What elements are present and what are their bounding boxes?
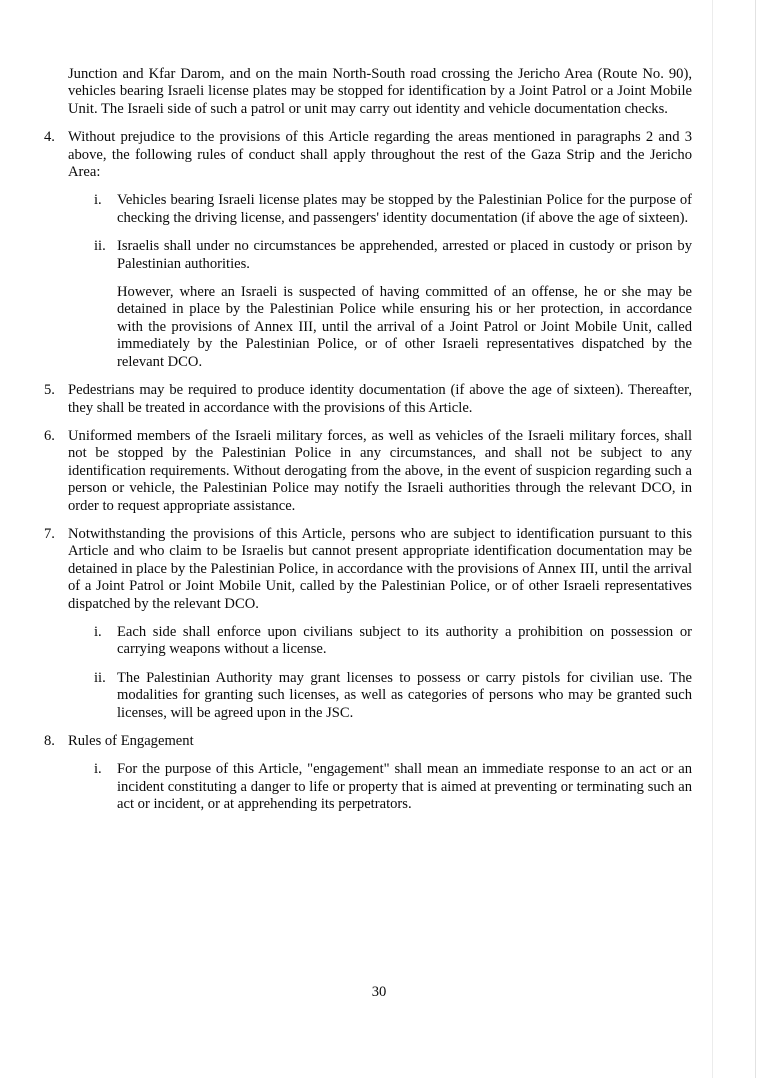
sub-item-8-i <box>94 761 692 813</box>
item-number: ii. <box>94 669 106 686</box>
item-text: Notwithstanding the provisions of this Article, persons who are subject to identification pursuant to this Article and who claim to be Israelis but cannot present appropriate identification documentation may be detained in place by the Palestinian Police, in accordance with the provisions of Annex III, until the arrival of a Joint Patrol or Joint Mobile Unit, called by the Palestinian Police, or of other Israeli representatives dispatched by the relevant DCO. <box>68 525 692 612</box>
continuation-paragraph-4-ii: However, where an Israeli is suspected of having committed of an offense, he or she may be detained in place by the Palestinian Police while ensuring his or her protection, in accordance with the provisions of Annex III, until the arrival of a Joint Patrol or Joint Mobile Unit, called immediately by the Palestinian Police, or of other Israeli representatives dispatched by the relevant DCO. <box>117 284 692 370</box>
item-text: Uniformed members of the Israeli military forces, as well as vehicles of the Israeli military forces, shall not be stopped by the Palestinian Police in any circumstances, and shall not be subject to any identification requirements. Without derogating from the above, in the event of suspicion regarding such a person or vehicle, the Palestinian Police may notify the Israeli authorities through the relevant DCO, in order to request appropriate assistance. <box>68 427 692 514</box>
page-content <box>44 66 692 814</box>
item-text: For the purpose of this Article, "engagement" shall mean an immediate response to an act or an incident constituting a danger to life or property that is aimed at preventing or terminating such an act or incident, or at apprehending its perpetrators. <box>117 761 692 813</box>
item-number: 7. <box>44 525 55 542</box>
item-text: Without prejudice to the provisions of this Article regarding the areas mentioned in paragraphs 2 and 3 above, the following rules of conduct shall apply throughout the rest of the Gaza Strip and the Jericho Area: <box>68 129 692 181</box>
list-item-8 <box>44 733 692 750</box>
sub-item-7-ii <box>94 670 692 722</box>
list-item-5 <box>44 382 692 417</box>
item-text: Each side shall enforce upon civilians subject to its authority a prohibition on possession or carrying weapons without a license. <box>117 623 692 658</box>
scan-artifact-line <box>755 0 756 1078</box>
item-text: Rules of Engagement <box>68 733 194 749</box>
item-number: 4. <box>44 129 55 146</box>
page-number: 30 <box>371 984 387 1000</box>
sub-item-4-ii <box>94 238 692 273</box>
item-number: 5. <box>44 382 55 399</box>
list-item-6 <box>44 428 692 515</box>
list-item-4 <box>44 129 692 181</box>
item-number: 6. <box>44 427 55 444</box>
list-item-7 <box>44 526 692 613</box>
item-number: i. <box>94 761 102 778</box>
continuation-paragraph: Junction and Kfar Darom, and on the main North-South road crossing the Jericho Area (Route No. 90), vehicles bearing Israeli license plates may be stopped for identification by a Joint Patrol or a Joint Mobile Unit. The Israeli side of such a patrol or unit may carry out identity and vehicle documentation checks. <box>68 66 692 117</box>
item-number: i. <box>94 623 102 640</box>
item-text: Vehicles bearing Israeli license plates may be stopped by the Palestinian Police for the purpose of checking the driving license, and passengers' identity documentation (if above the age of sixteen). <box>117 192 692 226</box>
item-number: i. <box>94 192 102 209</box>
item-text: The Palestinian Authority may grant licenses to possess or carry pistols for civilian use. The modalities for granting such licenses, as well as categories of persons who may be granted such licenses, will be agreed upon in the JSC. <box>117 669 692 721</box>
scan-artifact-line <box>712 0 713 1078</box>
sub-item-4-i <box>94 192 692 227</box>
item-number: 8. <box>44 733 55 749</box>
item-number: ii. <box>94 238 106 255</box>
item-text: Israelis shall under no circumstances be apprehended, arrested or placed in custody or prison by Palestinian authorities. <box>117 238 692 272</box>
item-text: Pedestrians may be required to produce identity documentation (if above the age of sixteen). Thereafter, they shall be treated in accordance with the provisions of this Article. <box>68 382 692 416</box>
sub-item-7-i <box>94 624 692 659</box>
